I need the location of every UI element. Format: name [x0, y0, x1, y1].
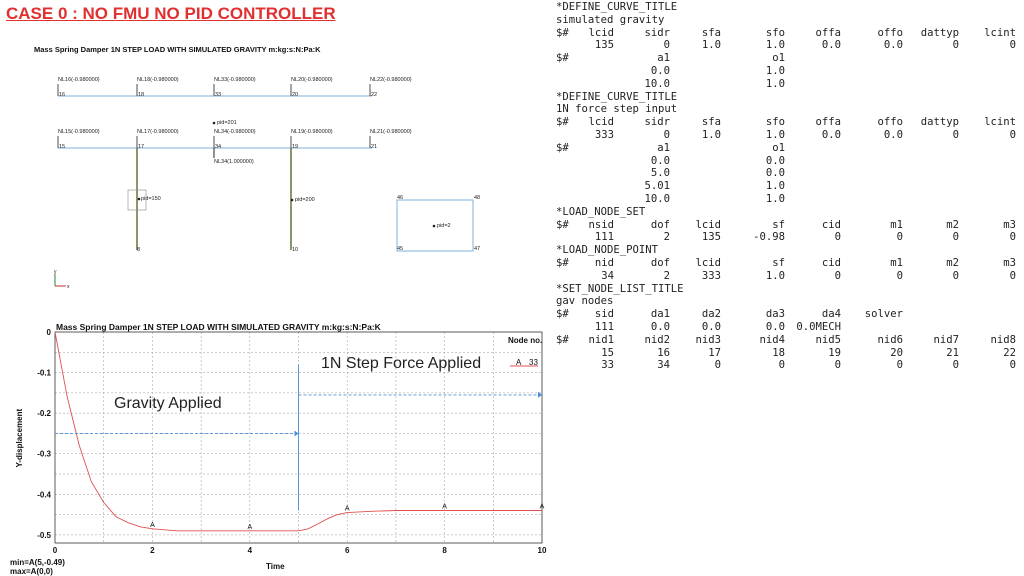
code-cell: 0.0	[883, 39, 903, 52]
code-line	[556, 308, 1024, 321]
code-cell: 0.0	[765, 320, 785, 333]
code-cell: dattyp	[920, 26, 959, 39]
code-cell: $#	[556, 141, 569, 154]
code-cell: 135	[594, 39, 614, 52]
code-line	[556, 180, 1024, 193]
code-cell: 10.0	[644, 192, 670, 205]
code-line	[556, 206, 1024, 219]
code-cell: 1.0	[765, 128, 785, 141]
code-cell: 1.0	[765, 39, 785, 52]
x-tick-label: 6	[344, 546, 350, 555]
code-cell: -0.98	[753, 231, 785, 244]
code-cell: dof	[650, 218, 670, 231]
code-line	[556, 347, 1024, 360]
axis-triad-icon	[54, 269, 70, 290]
box-node-47: 47	[474, 246, 481, 252]
pid-200-label: pid=200	[295, 197, 315, 203]
code-line	[556, 244, 1024, 257]
code-text: 1N force step input	[556, 103, 678, 116]
code-cell: cid	[821, 256, 841, 269]
pid-200-point	[291, 199, 294, 202]
code-line	[556, 116, 1024, 129]
node-label: 18	[138, 92, 145, 98]
code-cell: da2	[701, 308, 721, 321]
x-tick-label: 4	[247, 546, 253, 555]
code-cell: sf	[772, 256, 785, 269]
step-force-text: 1N Step Force Applied	[321, 355, 482, 372]
code-cell: $#	[556, 218, 569, 231]
code-cell: 1.0	[701, 39, 721, 52]
code-cell: nid3	[695, 333, 721, 346]
load-label-mid: NL19(-0.980000)	[291, 129, 333, 135]
code-line	[556, 14, 1024, 27]
code-cell: nid	[594, 256, 614, 269]
code-cell: o1	[772, 52, 785, 65]
code-cell: 1.0	[765, 64, 785, 77]
load-label-top: NL33(-0.980000)	[214, 77, 256, 83]
code-cell: 0.0	[650, 154, 670, 167]
code-cell: lcid	[695, 218, 721, 231]
gravity-applied-text: Gravity Applied	[114, 395, 222, 412]
code-cell: 0	[896, 269, 903, 282]
code-line	[556, 103, 1024, 116]
code-cell: $#	[556, 26, 569, 39]
code-cell: nid7	[933, 333, 959, 346]
code-cell: 0	[1009, 39, 1016, 52]
code-cell: 0	[952, 39, 959, 52]
code-cell: nid2	[644, 333, 670, 346]
code-cell: sidr	[644, 26, 670, 39]
code-cell: m2	[946, 218, 959, 231]
code-line	[556, 231, 1024, 244]
code-cell: 0	[1009, 269, 1016, 282]
pid-201-point	[213, 122, 216, 125]
x-tick-label: 8	[442, 546, 447, 555]
code-cell: m1	[890, 256, 903, 269]
code-cell: 2	[663, 231, 670, 244]
code-cell: 1.0	[701, 128, 721, 141]
code-cell: 18	[772, 346, 785, 359]
code-cell: 0	[952, 359, 959, 372]
legend-title: Node no.	[508, 336, 543, 345]
y-tick-label: -0.3	[37, 449, 51, 459]
code-cell: 19	[828, 346, 841, 359]
code-cell: a1	[657, 52, 670, 65]
code-cell: 20	[890, 346, 903, 359]
code-cell: sid	[594, 308, 614, 321]
load-label-mid: NL15(-0.980000)	[58, 129, 100, 135]
node-label: 20	[292, 92, 299, 98]
code-cell: 33	[601, 359, 614, 372]
series-marker: A	[344, 505, 350, 513]
code-cell: da1	[650, 308, 670, 321]
code-cell: 333	[594, 128, 614, 141]
code-cell: 5.0	[650, 167, 670, 180]
node-label: 21	[371, 144, 378, 150]
code-cell: 0	[952, 269, 959, 282]
y-tick-label: 0	[46, 328, 51, 337]
extra-load-label: NL34(1.000000)	[214, 159, 254, 165]
y-tick-label: -0.2	[37, 409, 51, 419]
code-text: simulated gravity	[556, 13, 665, 26]
code-cell: 0.0	[650, 320, 670, 333]
code-line	[556, 283, 1024, 296]
code-cell: cid	[821, 218, 841, 231]
code-cell: 0	[1009, 231, 1016, 244]
code-cell: 0	[663, 39, 670, 52]
load-label-mid: NL21(-0.980000)	[370, 129, 412, 135]
node-label: 19	[292, 144, 299, 150]
code-cell: o1	[772, 141, 785, 154]
code-cell: 0	[1009, 128, 1016, 141]
x-tick-label: 0	[52, 546, 58, 555]
code-cell: 135	[701, 231, 721, 244]
code-line	[556, 52, 1024, 65]
code-line	[556, 270, 1024, 283]
code-line	[556, 219, 1024, 232]
code-cell: 1.0	[765, 269, 785, 282]
node-label: 22	[371, 92, 378, 98]
code-cell: 0.0	[883, 128, 903, 141]
code-cell: sfo	[765, 26, 785, 39]
code-cell: 0	[896, 359, 903, 372]
code-cell: offa	[815, 116, 841, 129]
code-cell: 21	[946, 346, 959, 359]
code-cell: lcid	[588, 116, 614, 129]
code-cell: 0.0	[821, 39, 841, 52]
min-label: min=A(5,-0.49)	[10, 558, 65, 567]
node-10-label: 10	[292, 247, 299, 253]
code-line	[556, 167, 1024, 180]
code-line	[556, 91, 1024, 104]
pid-150-label: pid=150	[141, 196, 161, 202]
code-line	[556, 78, 1024, 91]
code-cell: lcint	[984, 26, 1016, 39]
code-cell: m2	[946, 256, 959, 269]
code-cell: m3	[1003, 218, 1016, 231]
series-marker: A	[539, 503, 545, 511]
code-cell: 1.0	[765, 180, 785, 193]
code-cell: 1.0	[765, 77, 785, 90]
code-cell: $#	[556, 116, 569, 129]
gravity-arrowhead	[295, 430, 299, 436]
code-line	[556, 257, 1024, 270]
code-text: gav nodes	[556, 295, 614, 308]
code-cell: nid5	[815, 333, 841, 346]
load-label-mid: NL17(-0.980000)	[137, 129, 179, 135]
code-cell: 333	[701, 269, 721, 282]
code-cell: dattyp	[920, 116, 959, 129]
box-node-48: 48	[474, 195, 481, 201]
code-cell: 0	[834, 269, 841, 282]
load-label-top: NL20(-0.980000)	[291, 77, 333, 83]
code-cell: 0	[778, 359, 785, 372]
code-cell: 0.0MECH	[796, 320, 841, 333]
code-cell: 5.01	[644, 180, 670, 193]
code-line	[556, 129, 1024, 142]
code-cell: 0.0	[701, 320, 721, 333]
code-cell: 0	[952, 128, 959, 141]
case-title: CASE 0 : NO FMU NO PID CONTROLLER	[6, 4, 336, 23]
x-tick-label: 2	[150, 546, 155, 555]
code-cell: 22	[1003, 346, 1016, 359]
code-cell: 0	[1009, 359, 1016, 372]
model-view	[0, 40, 545, 330]
code-cell: nid4	[759, 333, 785, 346]
pid-2-label: pid=2	[437, 223, 451, 229]
code-cell: 0.0	[650, 64, 670, 77]
code-cell: nsid	[588, 218, 614, 231]
series-marker: A	[247, 523, 253, 531]
code-cell: 0	[896, 231, 903, 244]
code-text: *LOAD_NODE_POINT	[556, 244, 659, 257]
code-cell: 0	[952, 231, 959, 244]
code-line	[556, 193, 1024, 206]
code-cell: offo	[877, 116, 903, 129]
code-text: *DEFINE_CURVE_TITLE	[556, 1, 678, 13]
keyword-code-panel	[556, 1, 1024, 372]
node-label: 34	[215, 144, 222, 150]
code-text: *DEFINE_CURVE_TITLE	[556, 90, 678, 103]
code-line	[556, 359, 1024, 372]
code-cell: 34	[657, 359, 670, 372]
code-line	[556, 321, 1024, 334]
code-cell: sfa	[701, 116, 721, 129]
series-marker: A	[442, 503, 447, 511]
x-axis-label: Time	[266, 562, 285, 571]
pid-2-point	[433, 225, 436, 228]
code-cell: $#	[556, 333, 569, 346]
model-title: Mass Spring Damper 1N STEP LOAD WITH SIMULATED GRAVITY m:kg:s:N:Pa:K	[34, 45, 321, 54]
y-tick-label: -0.1	[37, 368, 51, 378]
series-marker: A	[150, 521, 155, 529]
code-cell: $#	[556, 256, 569, 269]
pid-201-label: pid=201	[217, 120, 237, 126]
code-line	[556, 39, 1024, 52]
svg-text:y: y	[54, 269, 57, 275]
pid-150-point	[138, 198, 141, 201]
code-cell: sf	[772, 218, 785, 231]
code-line	[556, 155, 1024, 168]
code-cell: lcint	[984, 116, 1016, 129]
code-cell: 0.0	[765, 154, 785, 167]
code-cell: a1	[657, 141, 670, 154]
code-cell: sfo	[765, 116, 785, 129]
load-label-top: NL22(-0.980000)	[370, 77, 412, 83]
code-cell: lcid	[695, 256, 721, 269]
legend-marker: A	[516, 358, 522, 367]
load-label-top: NL18(-0.980000)	[137, 77, 179, 83]
code-line	[556, 334, 1024, 347]
y-tick-label: -0.4	[37, 490, 51, 500]
code-cell: da4	[821, 308, 841, 321]
code-line	[556, 65, 1024, 78]
code-cell: 10.0	[644, 77, 670, 90]
code-cell: 17	[708, 346, 721, 359]
box-node-46: 46	[397, 195, 404, 201]
code-cell: 1.0	[765, 192, 785, 205]
code-cell: 34	[601, 269, 614, 282]
code-cell: offa	[815, 26, 841, 39]
code-line	[556, 142, 1024, 155]
code-cell: 2	[663, 269, 670, 282]
code-cell: 16	[657, 346, 670, 359]
code-cell: 0.0	[765, 167, 785, 180]
code-cell: nid1	[588, 333, 614, 346]
code-cell: 0.0	[821, 128, 841, 141]
code-cell: dof	[650, 256, 670, 269]
displacement-plot	[0, 318, 556, 576]
code-cell: nid6	[877, 333, 903, 346]
load-label-top: NL16(-0.980000)	[58, 77, 100, 83]
code-cell: 15	[601, 346, 614, 359]
code-line	[556, 1, 1024, 14]
code-cell: 111	[594, 320, 614, 333]
code-cell: $#	[556, 308, 569, 321]
y-tick-label: -0.5	[37, 530, 51, 540]
code-cell: m3	[1003, 256, 1016, 269]
load-label-mid: NL34(-0.980000)	[214, 129, 256, 135]
svg-text:x: x	[67, 284, 70, 290]
node-8-label: 8	[137, 247, 141, 253]
code-cell: sfa	[701, 26, 721, 39]
node-label: 33	[215, 92, 222, 98]
code-cell: 111	[594, 231, 614, 244]
box-node-45: 45	[397, 246, 404, 252]
code-line	[556, 27, 1024, 40]
node-label: 16	[59, 92, 66, 98]
node-label: 15	[59, 144, 66, 150]
code-cell: sidr	[644, 116, 670, 129]
code-text: *LOAD_NODE_SET	[556, 205, 646, 218]
code-cell: nid8	[990, 333, 1016, 346]
code-cell: $#	[556, 52, 569, 65]
code-cell: offo	[877, 26, 903, 39]
plot-title: Mass Spring Damper 1N STEP LOAD WITH SIMULATED GRAVITY m:kg:s:N:Pa:K	[56, 322, 381, 332]
y-axis-label: Y-displacement	[15, 408, 24, 468]
code-cell: solver	[864, 308, 903, 321]
node-label: 17	[138, 144, 145, 150]
code-cell: lcid	[588, 26, 614, 39]
code-line	[556, 295, 1024, 308]
code-text: *SET_NODE_LIST_TITLE	[556, 282, 684, 295]
code-cell: 0	[714, 359, 721, 372]
x-tick-label: 10	[537, 546, 547, 555]
legend-entry: 33	[529, 358, 538, 367]
code-cell: 0	[663, 128, 670, 141]
code-cell: m1	[890, 218, 903, 231]
code-cell: 0	[834, 359, 841, 372]
code-cell: da3	[765, 308, 785, 321]
max-label: max=A(0,0)	[10, 567, 53, 576]
code-cell: 0	[834, 231, 841, 244]
